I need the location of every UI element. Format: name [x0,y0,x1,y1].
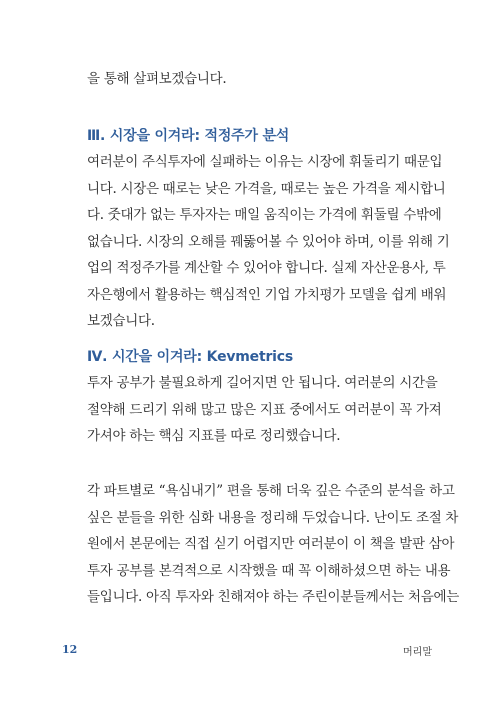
text-line: 업의 적정주가를 계산할 수 있어야 합니다. 실제 자산운용사, 투 [87,260,446,276]
text-line: 없습니다. 시장의 오해를 꿰뚫어볼 수 있어야 하며, 이를 위해 기 [87,233,450,250]
closing-paragraph [87,478,459,611]
text-line: 투자 공부가 불필요하게 길어지면 안 됩니다. 여러분의 시간을 [87,375,438,391]
text-line: 절약해 드리기 위해 많고 많은 지표 중에서도 여러분이 꼭 가져 [87,401,442,418]
text-line: 각 파트별로 “욕심내기” 편을 통해 더욱 깊은 수준의 분석을 하고 [87,483,455,499]
text-line: 다. 줏대가 없는 투자자는 매일 움직이는 가격에 휘둘릴 수밖에 [87,207,442,223]
text-line: 여러분이 주식투자에 실패하는 이유는 시장에 휘둘리기 때문입 [87,154,443,170]
text-line: 싶은 분들을 위한 심화 내용을 정리해 두었습니다. 난이도 조절 차 [87,509,459,526]
text-line: 투자 공부를 본격적으로 시작했을 때 꼭 이해하셨으면 하는 내용 [87,562,451,579]
page-number: 12 [62,643,78,656]
text-line: 을 통해 살펴보겠습니다. [87,71,227,87]
text-line: 가셔야 하는 핵심 지표를 따로 정리했습니다. [87,428,341,444]
running-footer-label: 머리말 [403,647,432,658]
section-heading-market: Ⅲ. 시장을 이겨라: 적정주가 분석 [87,128,290,144]
intro-paragraph [87,66,415,93]
text-line: 들입니다. 아직 투자와 친해져야 하는 주린이분들께서는 처음에는 [87,589,459,605]
text-line: 보겠습니다. [87,313,155,329]
time-paragraph [87,370,442,450]
text-line: 니다. 시장은 때로는 낮은 가격을, 때로는 높은 가격을 제시합니 [87,180,446,197]
text-line: 원에서 본문에는 직접 싣기 어렵지만 여러분이 이 책을 발판 삼아 [87,536,455,552]
section-heading-time: Ⅳ. 시간을 이겨라: Kevmetrics [87,349,293,365]
market-paragraph [87,149,450,335]
text-line: 자은행에서 활용하는 핵심적인 기업 가치평가 모델을 쉽게 배워 [87,286,447,303]
